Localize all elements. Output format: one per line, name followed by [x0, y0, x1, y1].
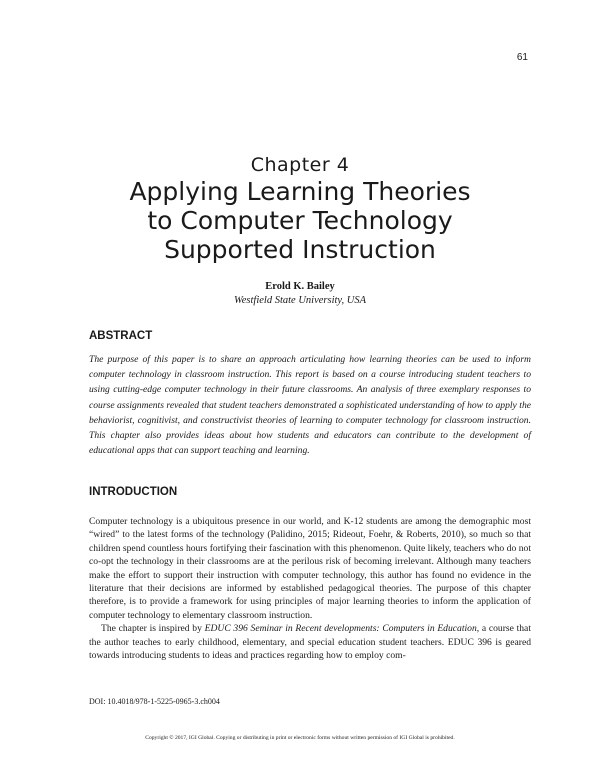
introduction-heading: INTRODUCTION [89, 486, 178, 498]
course-name: EDUC 396 Seminar in Recent developments: Computers in Education [204, 623, 477, 635]
body-paragraph: Computer technology is a ubiquitous presence in our world, and K-12 students are among the demographic most “wired” to the latest forms of the technology (Palidino, 2015; Rideout, Foehr, & Roberts, 2010), so much so that children spend countless hours fortifying their fascination with this phenomenon. Quite likely, teachers who do not co-opt the technology in their classrooms are at the perilous risk of becoming irrelevant. Although many teachers make the effort to support their instruction with computer technology, this author has found no evidence in the literature that their decisions are informed by established pedagogical theories. The purpose of this chapter therefore, is to provide a framework for using principles of major learning theories to inform the application of computer technology to elementary classroom instruction. [89, 516, 531, 621]
introduction-body [89, 515, 531, 662]
doi-line: DOI: 10.4018/978-1-5225-0965-3.ch004 [89, 697, 220, 706]
body-paragraph [89, 622, 531, 662]
author-affiliation: Westfield State University, USA [233, 295, 366, 306]
author-name: Erold K. Bailey [265, 281, 335, 292]
title-line: to Computer Technology [147, 206, 453, 235]
paragraph-text: The chapter is inspired by [101, 623, 205, 635]
title-line: Applying Learning Theories [129, 177, 471, 206]
abstract-heading: ABSTRACT [89, 330, 153, 342]
chapter-label: Chapter 4 [250, 154, 350, 176]
chapter-title [60, 177, 540, 264]
paragraph-text: , a course that the author teaches to early childhood, elementary, and special education student teachers. EDUC 396 is geared towards introducing students to ideas and practices regarding how to employ com- [89, 623, 531, 662]
copyright-notice: Copyright © 2017, IGI Global. Copying or distributing in print or electronic forms without written permission of IGI Global is prohibited. [145, 735, 455, 741]
title-line: Supported Instruction [164, 235, 436, 264]
page-number: 61 [516, 52, 528, 63]
abstract-text: The purpose of this paper is to share an approach articulating how learning theories can be used to inform computer technology in classroom instruction. This report is based on a course introducing student teachers to using cutting-edge computer technology in their future classrooms. An analysis of three exemplary responses to course assignments revealed that student teachers demonstrated a sophisticated understanding of how to apply the behaviorist, cognitivist, and constructivist theories of learning to computer technology for classroom instruction. This chapter also provides ideas about how students and educators can contribute to the development of educational apps that can support teaching and learning. [89, 354, 531, 457]
